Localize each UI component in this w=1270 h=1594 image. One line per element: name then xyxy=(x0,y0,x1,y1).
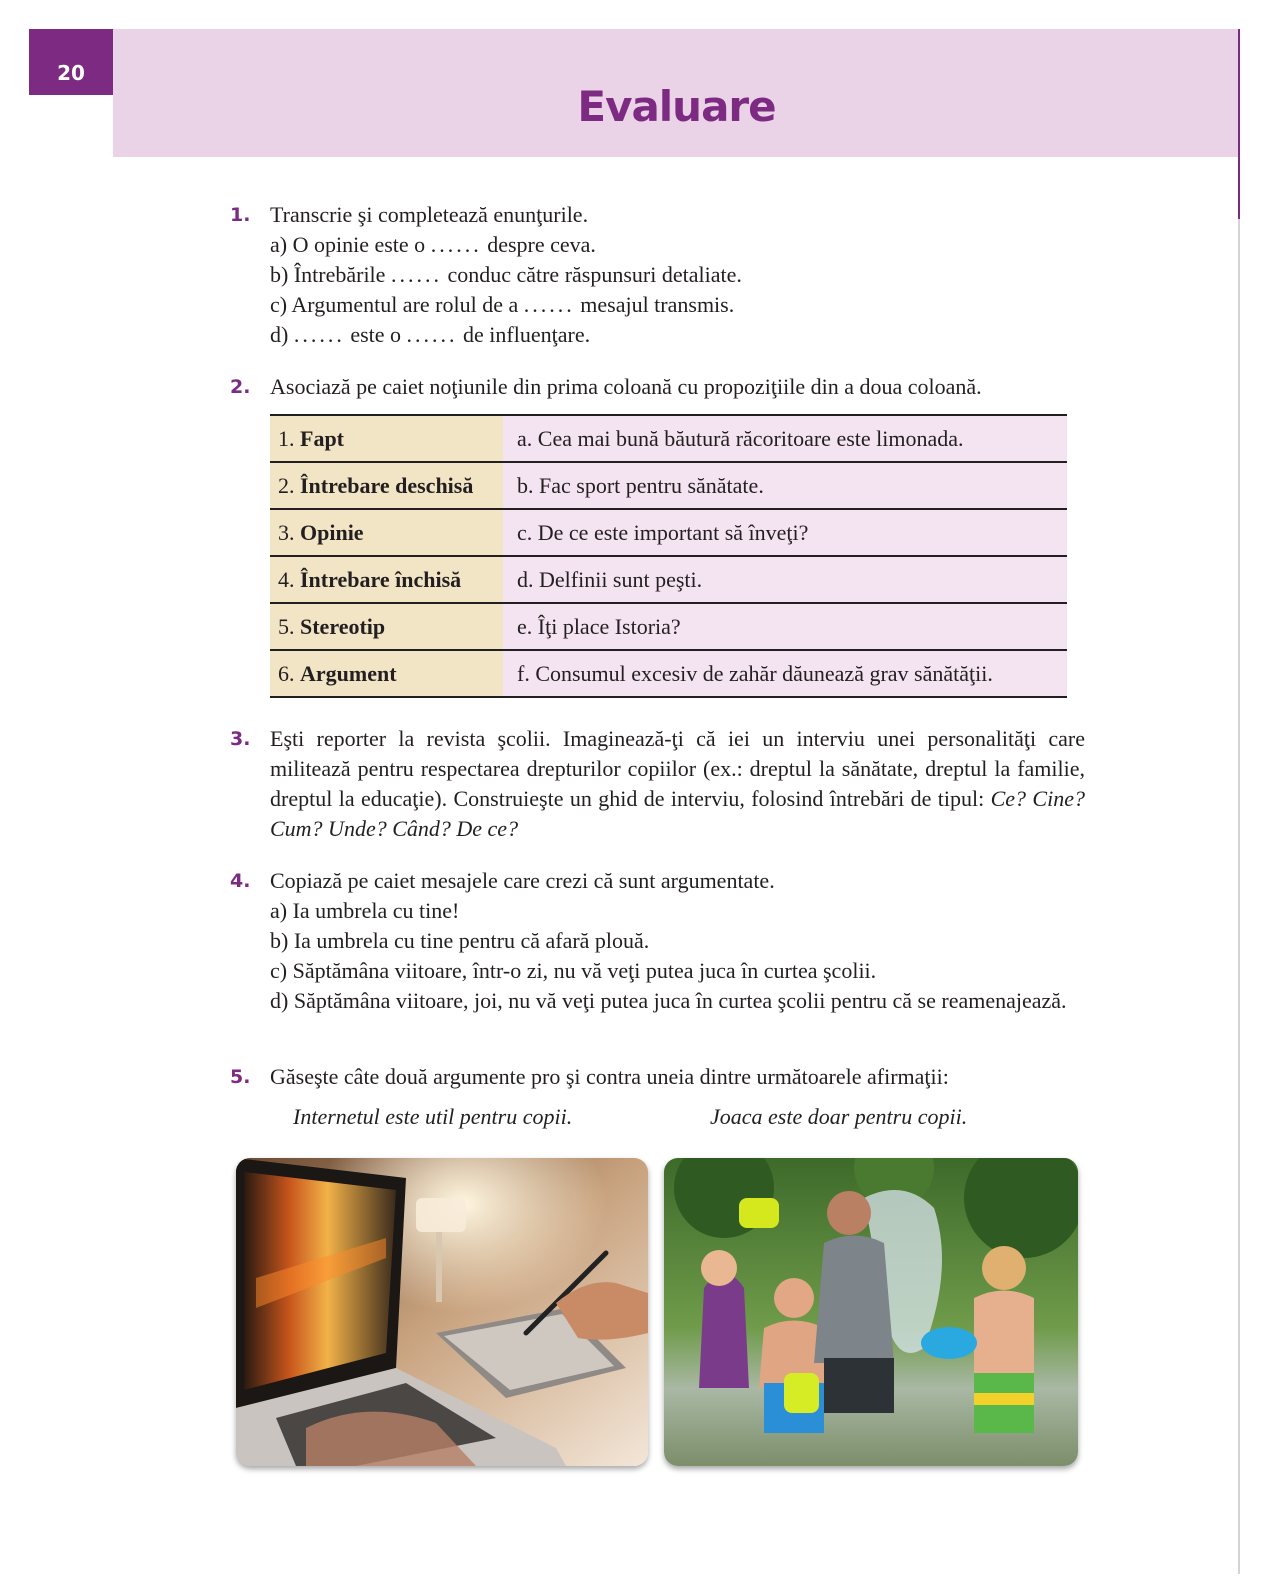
table-row xyxy=(270,415,1067,462)
exercise-3 xyxy=(230,724,1085,844)
exercise-number: 2. xyxy=(230,376,251,398)
term-cell: 5. Stereotip xyxy=(270,603,503,650)
list-item: a) O opinie este o ...... despre ceva. xyxy=(270,232,596,257)
term-cell: 2. Întrebare deschisă xyxy=(270,462,503,509)
sentence-cell: a. Cea mai bună băutură răcoritoare este limonada. xyxy=(503,415,1067,462)
kids-water-play-photo xyxy=(664,1158,1078,1466)
sentence-cell: b. Fac sport pentru sănătate. xyxy=(503,462,1067,509)
page-edge-rule xyxy=(1238,29,1240,1574)
exercise-2 xyxy=(230,372,1085,402)
exercise-number: 5. xyxy=(230,1066,251,1088)
sentence-cell: e. Îţi place Istoria? xyxy=(503,603,1067,650)
list-item: d) ...... este o ...... de influenţare. xyxy=(270,322,591,347)
exercise-number: 1. xyxy=(230,204,251,226)
exercise-number: 3. xyxy=(230,728,251,750)
exercise-prompt: Transcrie şi completează enunţurile. xyxy=(270,202,589,227)
list-item: d) Săptămâna viitoare, joi, nu vă veţi putea juca în curtea şcolii pentru că se reamenajează. xyxy=(270,988,1067,1013)
list-item: c) Argumentul are rolul de a ...... mesajul transmis. xyxy=(270,292,735,317)
term-cell: 6. Argument xyxy=(270,650,503,697)
list-item: b) Întrebările ...... conduc către răspunsuri detaliate. xyxy=(270,262,742,287)
page-number: 20 xyxy=(29,29,113,95)
list-item: c) Săptămâna viitoare, într-o zi, nu vă veţi putea juca în curtea şcolii. xyxy=(270,958,877,983)
association-table xyxy=(270,414,1067,698)
sentence-cell: c. De ce este important să înveţi? xyxy=(503,509,1067,556)
term-cell: 1. Fapt xyxy=(270,415,503,462)
exercise-5 xyxy=(230,1062,1085,1092)
laptop-tablet-photo xyxy=(236,1158,648,1466)
exercise-text: Eşti reporter la revista şcolii. Imaginează-ţi că iei un interviu unei personalităţi care militează pentru respectarea drepturilor copiilor (ex.: dreptul la sănătate, dreptul la familie, dreptul la educaţie). Construieşte un ghid de interviu, folosind întrebări de tipul: Ce? Cine? Cum? Unde? Când? De ce? xyxy=(270,726,1085,841)
term-cell: 3. Opinie xyxy=(270,509,503,556)
list-item: a) Ia umbrela cu tine! xyxy=(270,898,460,923)
exercise-number: 4. xyxy=(230,870,251,892)
exercise-4 xyxy=(230,866,1085,1016)
exercise-1 xyxy=(230,200,1085,350)
table-row xyxy=(270,650,1067,697)
table-row xyxy=(270,509,1067,556)
statement-internet: Internetul este util pentru copii. xyxy=(293,1104,573,1129)
term-cell: 4. Întrebare închisă xyxy=(270,556,503,603)
sentence-cell: f. Consumul excesiv de zahăr dăunează grav sănătăţii. xyxy=(503,650,1067,697)
exercise-prompt: Copiază pe caiet mesajele care crezi că sunt argumentate. xyxy=(270,868,775,893)
page-title: Evaluare xyxy=(577,82,776,131)
sentence-cell: d. Delfinii sunt peşti. xyxy=(503,556,1067,603)
statement-play: Joaca este doar pentru copii. xyxy=(710,1104,968,1129)
table-row xyxy=(270,603,1067,650)
exercise-prompt: Găseşte câte două argumente pro şi contra uneia dintre următoarele afirmaţii: xyxy=(270,1064,949,1089)
exercise-prompt: Asociază pe caiet noţiunile din prima coloană cu propoziţiile din a doua coloană. xyxy=(270,374,982,399)
list-item: b) Ia umbrela cu tine pentru că afară plouă. xyxy=(270,928,650,953)
table-row xyxy=(270,462,1067,509)
question-words: Ce? Cine? Cum? Unde? Când? De ce? xyxy=(270,786,1085,841)
table-row xyxy=(270,556,1067,603)
